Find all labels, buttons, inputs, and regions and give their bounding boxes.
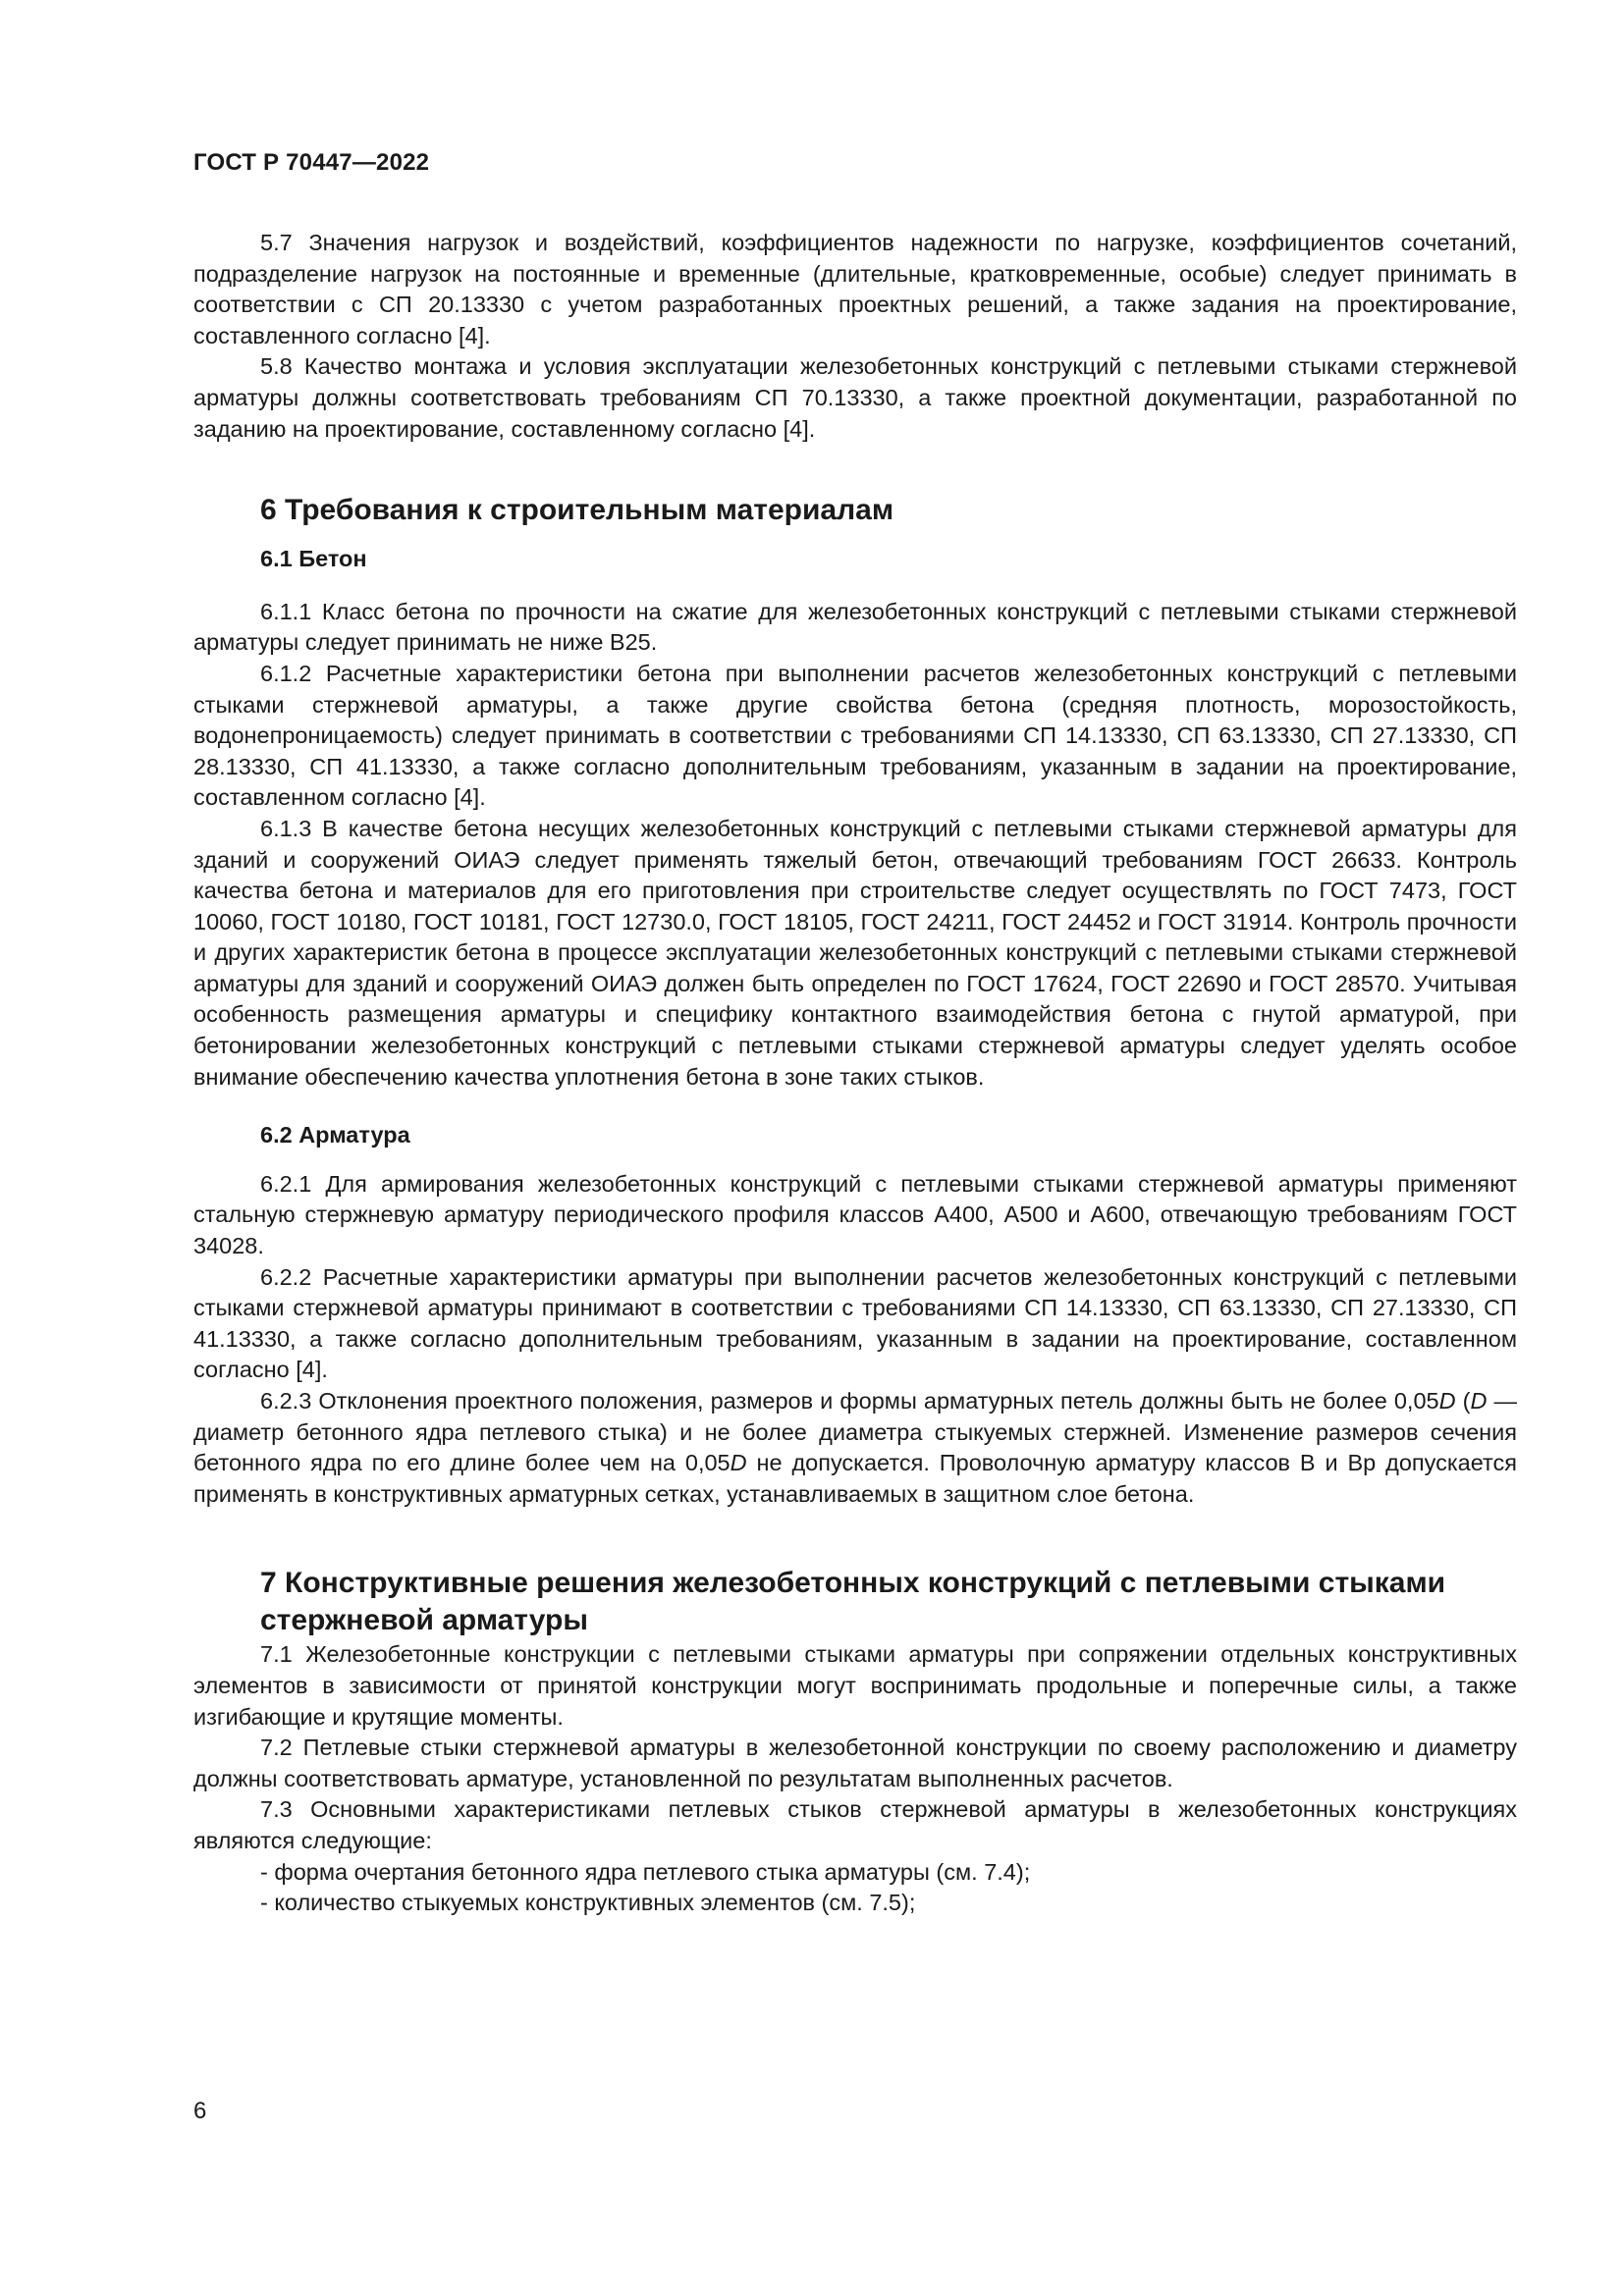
paragraph-6-1-3: 6.1.3 В качестве бетона несущих железобетонных конструкций с петлевыми стыками стержневой арматуры для зданий и сооружений ОИАЭ следует применять тяжелый бетон, отвечающий требованиям ГОСТ 26633. Контроль качества бетона и материалов для его приготовления при строительстве следует осуществлять по ГОСТ 7473, ГОСТ 10060, ГОСТ 10180, ГОСТ 10181, ГОСТ 12730.0, ГОСТ 18105, ГОСТ 24211, ГОСТ 24452 и ГОСТ 31914. Контроль прочности и других характеристик бетона в процессе эксплуатации железобетонных конструкций с петлевыми стыками стержневой арматуры для зданий и сооружений ОИАЭ должен быть определен по ГОСТ 17624, ГОСТ 22690 и ГОСТ 28570. Учитывая особенность размещения арматуры и специфику контактного взаимодействия бетона с гнутой арматурой, при бетонировании железобетонных конструкций с петлевыми стыками стержневой арматуры следует уделять особое внимание обеспечению качества уплотнения бетона в зоне таких стыков. [193,815,1517,1090]
variable-d: D [730,1450,747,1476]
document-header: ГОСТ Р 70447—2022 [193,149,430,176]
paragraph-7-1: 7.1 Железобетонные конструкции с петлевыми стыками арматуры при сопряжении отдельных конструктивных элементов в зависимости от принятой конструкции могут воспринимать продольные и поперечные силы, а также изгибающие и крутящие моменты. [193,1641,1517,1730]
subsection-6-2-heading: 6.2 Арматура [260,1122,410,1148]
text-run: 6.2.3 Отклонения проектного положения, размеров и формы арматурных петель должны быть не более 0,05 [260,1388,1439,1414]
page-number: 6 [193,2098,207,2124]
list-item: - форма очертания бетонного ядра петлевого стыка арматуры (см. 7.4); [260,1858,1031,1885]
paragraph-7-2: 7.2 Петлевые стыки стержневой арматуры в железобетонной конструкции по своему расположению и диаметру должны соответствовать арматуре, установленной по результатам выполненных расчетов. [193,1735,1517,1791]
paragraph-5-7: 5.7 Значения нагрузок и воздействий, коэффициентов надежности по нагрузке, коэффициентов сочетаний, подразделение нагрузок на постоянные и временные (длительные, кратковременные, особые) следует принимать в соответствии с СП 20.13330 с учетом разработанных проектных решений, а также задания на проектирование, составленного согласно [4]. [193,230,1517,348]
paragraph-6-1-1: 6.1.1 Класс бетона по прочности на сжатие для железобетонных конструкций с петлевыми стыками стержневой арматуры следует принимать не ниже В25. [193,598,1517,656]
text-run: ( [1455,1388,1471,1414]
section-6-heading: 6 Требования к строительным материалам [260,494,894,527]
paragraph-7-3: 7.3 Основными характеристиками петлевых стыков стержневой арматуры в железобетонных конструкциях являются следующие: [193,1796,1517,1853]
text-run: — диаметр бетонного ядра петлевого стыка) и не более диаметра стыкуемых стержней. Изменение размеров сечения бетонного ядра по его длине более чем на 0,05 [193,1388,1518,1476]
section-7-heading: 7 Конструктивные решения железобетонных конструкций с петлевыми стыками стержневой арматуры [260,1567,1446,1637]
paragraph-6-2-2: 6.2.2 Расчетные характеристики арматуры при выполнении расчетов железобетонных конструкций с петлевыми стыками стержневой арматуры принимают в соответствии с требованиями СП 14.13330, СП 63.13330, СП 27.13330, СП 41.13330, а также согласно дополнительным требованиям, указанным в задании на проектирование, составленном согласно [4]. [193,1263,1517,1383]
list-item: - количество стыкуемых конструктивных элементов (см. 7.5); [260,1890,916,1916]
variable-d: D [1470,1388,1488,1414]
variable-d: D [1438,1388,1456,1414]
text-run: не допускается. Проволочную арматуру классов В и Вр допускается применять в конструктивных арматурных сетках, устанавливаемых в защитном слое бетона. [193,1450,1517,1507]
paragraph-6-2-1: 6.2.1 Для армирования железобетонных конструкций с петлевыми стыками стержневой арматуры применяют стальную стержневую арматуру периодического профиля классов А400, А500 и А600, отвечающую требованиям ГОСТ 34028. [193,1170,1517,1259]
paragraph-5-8: 5.8 Качество монтажа и условия эксплуатации железобетонных конструкций с петлевыми стыками стержневой арматуры должны соответствовать требованиям СП 70.13330, а также проектной документации, разработанной по заданию на проектирование, составленному согласно [4]. [193,353,1517,442]
subsection-6-1-heading: 6.1 Бетон [260,546,367,572]
document-body [193,228,1517,1919]
paragraph-6-2-3 [193,1386,1517,1510]
paragraph-6-1-2: 6.1.2 Расчетные характеристики бетона при выполнении расчетов железобетонных конструкций с петлевыми стыками стержневой арматуры, а также другие свойства бетона (средняя плотность, морозостойкость, водонепроницаемость) следует принимать в соответствии с требованиями СП 14.13330, СП 63.13330, СП 27.13330, СП 28.13330, СП 41.13330, а также согласно дополнительным требованиям, указанным в задании на проектирование, составленном согласно [4]. [193,660,1517,811]
